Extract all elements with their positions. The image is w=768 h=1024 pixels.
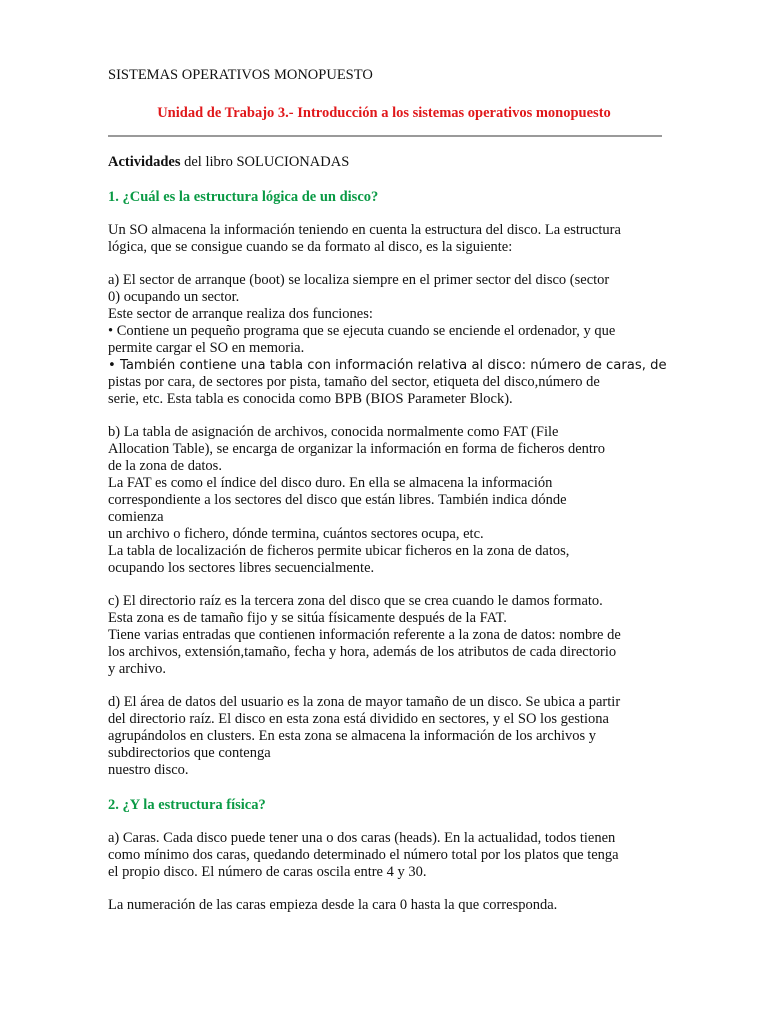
- text-line: • Contiene un pequeño programa que se ejecuta cuando se enciende el ordenador, y que: [108, 323, 616, 339]
- horizontal-divider: [108, 135, 662, 137]
- text-line: como mínimo dos caras, quedando determinado el número total por los platos que tenga: [108, 847, 619, 863]
- text-line: del directorio raíz. El disco en esta zona está dividido en sectores, y el SO los gestiona: [108, 711, 609, 727]
- text-line: Un SO almacena la información teniendo en cuenta la estructura del disco. La estructura: [108, 222, 621, 238]
- text-line: comienza: [108, 509, 164, 525]
- text-line: un archivo o fichero, dónde termina, cuántos sectores ocupa, etc.: [108, 526, 484, 542]
- paragraph-boot-sector: [108, 272, 667, 408]
- paragraph-root-directory: [108, 593, 660, 678]
- text-line: subdirectorios que contenga: [108, 745, 271, 761]
- text-line: c) El directorio raíz es la tercera zona del disco que se crea cuando le damos formato.: [108, 593, 603, 609]
- text-line: nuestro disco.: [108, 762, 189, 778]
- text-line: La numeración de las caras empieza desde la cara 0 hasta la que corresponda.: [108, 897, 558, 913]
- text-line: 0) ocupando un sector.: [108, 289, 240, 305]
- text-line: correspondiente a los sectores del disco que están libres. También indica dónde: [108, 492, 567, 508]
- paragraph-fat: [108, 424, 660, 577]
- text-line: serie, etc. Esta tabla es conocida como BPB (BIOS Parameter Block).: [108, 391, 513, 407]
- section-heading-1: 1. ¿Cuál es la estructura lógica de un disco?: [108, 189, 379, 205]
- activities-line: [108, 153, 660, 171]
- section-heading-2: 2. ¿Y la estructura física?: [108, 797, 266, 813]
- paragraph-faces: [108, 830, 660, 881]
- text-line: Allocation Table), se encarga de organizar la información en forma de ficheros dentro: [108, 441, 606, 457]
- text-line: de la zona de datos.: [108, 458, 222, 474]
- text-line: pistas por cara, de sectores por pista, tamaño del sector, etiqueta del disco,número de: [108, 374, 600, 390]
- document-title: SISTEMAS OPERATIVOS MONOPUESTO: [108, 67, 373, 83]
- text-line: los archivos, extensión,tamaño, fecha y hora, además de los atributos de cada directorio: [108, 644, 617, 660]
- text-line: Esta zona es de tamaño fijo y se sitúa físicamente después de la FAT.: [108, 610, 507, 626]
- text-line: La tabla de localización de ficheros permite ubicar ficheros en la zona de datos,: [108, 543, 570, 559]
- document-page: [108, 66, 667, 914]
- text-line: permite cargar el SO en memoria.: [108, 340, 305, 356]
- activities-bold: Actividades: [108, 154, 181, 170]
- unit-title: Unidad de Trabajo 3.- Introducción a los sistemas operativos monopuesto: [157, 105, 611, 121]
- text-line: ocupando los sectores libres secuencialmente.: [108, 560, 375, 576]
- text-line: Tiene varias entradas que contienen información referente a la zona de datos: nombre de: [108, 627, 621, 643]
- text-line: La FAT es como el índice del disco duro. En ella se almacena la información: [108, 475, 553, 491]
- activities-rest: del libro SOLUCIONADAS: [180, 154, 350, 170]
- text-line: el propio disco. El número de caras oscila entre 4 y 30.: [108, 864, 427, 880]
- text-line: lógica, que se consigue cuando se da formato al disco, es la siguiente:: [108, 239, 513, 255]
- text-line: Este sector de arranque realiza dos funciones:: [108, 306, 373, 322]
- text-line: a) El sector de arranque (boot) se localiza siempre en el primer sector del disco (sector: [108, 272, 610, 288]
- text-line: • También contiene una tabla con información relativa al disco: número de caras, de: [108, 358, 667, 373]
- text-line: a) Caras. Cada disco puede tener una o dos caras (heads). En la actualidad, todos tienen: [108, 830, 616, 846]
- paragraph-intro: [108, 222, 660, 256]
- text-line: d) El área de datos del usuario es la zona de mayor tamaño de un disco. Se ubica a partir: [108, 694, 621, 710]
- text-line: b) La tabla de asignación de archivos, conocida normalmente como FAT (File: [108, 424, 559, 440]
- text-line: y archivo.: [108, 661, 166, 677]
- paragraph-face-numbering: [108, 897, 660, 914]
- text-line: agrupándolos en clusters. En esta zona se almacena la información de los archivos y: [108, 728, 596, 744]
- paragraph-data-area: [108, 694, 660, 779]
